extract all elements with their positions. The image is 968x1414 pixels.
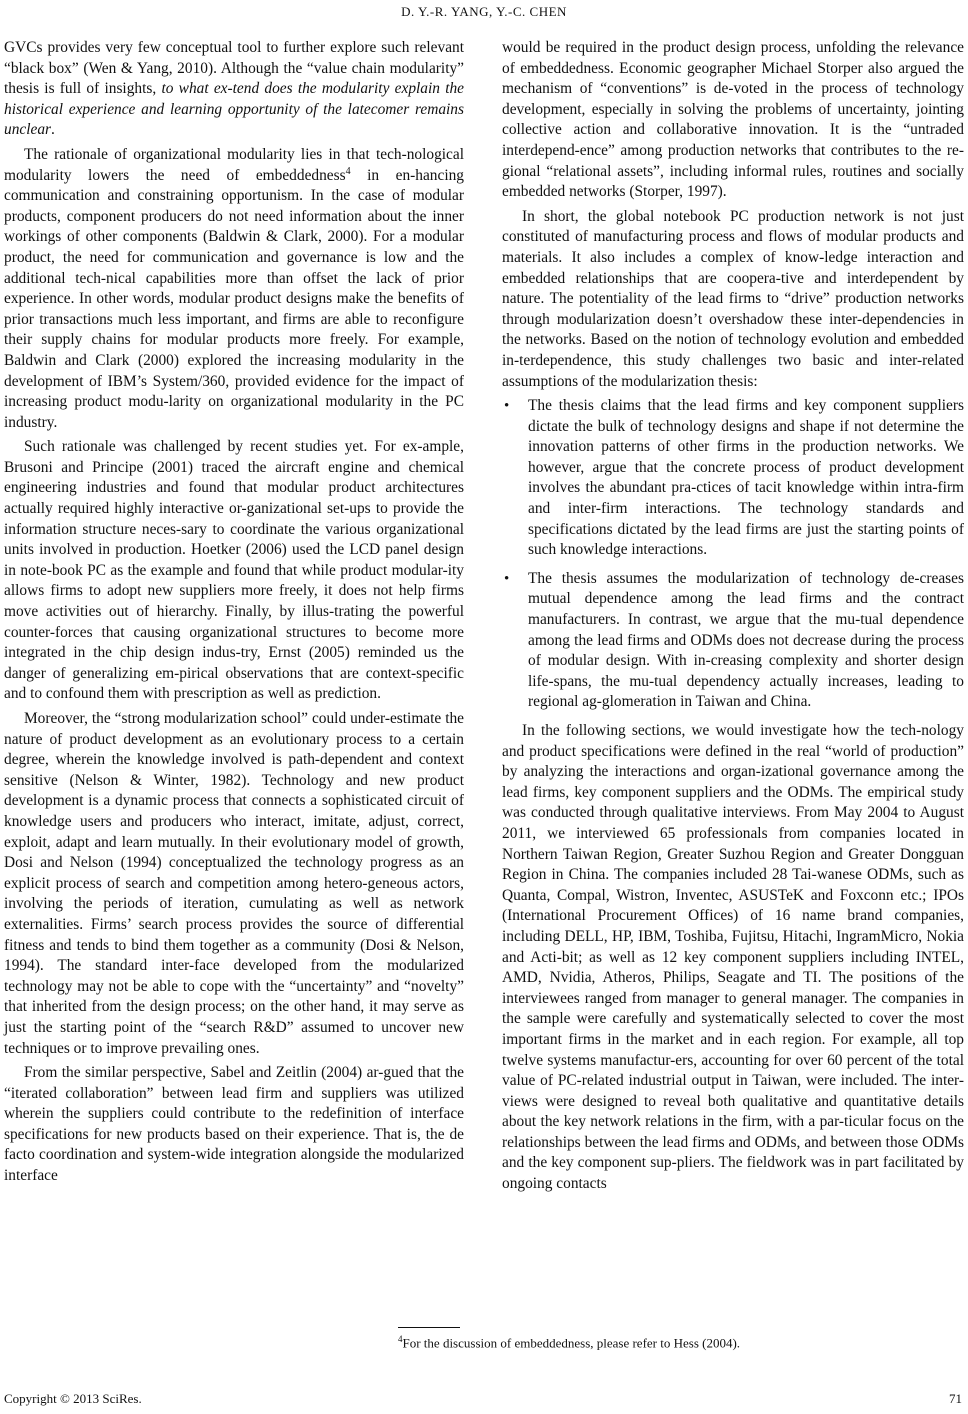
right-column [502, 38, 964, 1199]
paragraph: From the similar perspective, Sabel and Zeitlin (2004) ar-gued that the “iterated collaboration” between lead firm and suppliers was utilized wherein the suppliers could contribute to the redefinition of interface specifications for new products based on their experience. That is, the de facto coordination and system-wide integration alongside the modularized interface [4, 1064, 464, 1185]
running-header: D. Y.-R. YANG, Y.-C. CHEN [401, 4, 567, 19]
paragraph [4, 145, 464, 433]
bullet-list [502, 396, 964, 713]
left-column [4, 38, 464, 1191]
copyright-notice: Copyright © 2013 SciRes. [4, 1391, 142, 1406]
paragraph: would be required in the product design process, unfolding the relevance of embeddedness. Economic geographer Michael Storper also argued the mechanism of “conventions” is de-voted in the process of technology development, especially in solving the problems of uncertainty, jointing collective action and collaborative innovation. It is the “untraded interdepend-ence” among production networks that contributes to the re-gional “relational assets”, including informal rules, routines and socially embedded networks (Storper, 1997). [502, 39, 964, 201]
paragraph: Moreover, the “strong modularization school” could under-estimate the nature of product development as an evolutionary process to a certain degree, wherein the knowledge involved is path-dependent and context sensitive (Nelson & Winter, 1982). Technology and new product development is a dynamic process that connects a sophisticated circuit of knowledge users and producers who interact, imitate, adjust, correct, exploit, adapt and learn mutually. In their evolutionary model of growth, Dosi and Nelson (1994) conceptualized the technology progress as an explicit process of search and competition among hetero-geneous actors, involving the periods of iteration, cumulating as well as network externalities. Firms’ search process provides the source of differential fitness and tends to bind them together as a community (Dosi & Nelson, 1994). The standard inter-face developed from the modularized technology may not be able to cope with the “uncertainty” and “novelty” that inherited from the design process; on the other hand, it may serve as just the starting point of the “search R&D” assumed to uncover new techniques or to improve prevailing ones. [4, 710, 464, 1057]
list-item-text: The thesis assumes the modularization of technology de-creases mutual dependence among the lead firms and the contract manufacturers. In contrast, we argue that the mu-tual dependence among the lead firms and ODMs does not decrease during the process of modular design. With in-creasing complexity and shorter design life-spans, the mu-tual dependency actually increases, leading to regional ag-glomeration in Taiwan and China. [528, 569, 964, 711]
paragraph: Such rationale was challenged by recent studies yet. For ex-ample, Brusoni and Principe (2001) traced the aircraft engine and chemical engineering industries and found that modular product architectures actually required highly interactive or-ganizational set-ups to provide the information structure neces-sary to coordinate the various organizational units involved in production. Hoetker (2006) used the LCD panel design in note-book PC as the example and found that while product modular-ity allows firms to adopt new suppliers more freely, it does not help firms move activities out of hierarchy. Finally, by illus-trating the powerful counter-forces that causing organizational structures to become more integrated in the chip design indus-try, Ernst (2005) reminded us the danger of generalizing em-pirical observations that are context-specific and to confound them with prescription as well as prediction. [4, 438, 464, 703]
paragraph-text: in en-hancing communication and constraining opportunism. In the case of modular products, component producers do not need information about the inner workings of other components (Baldwin & Clark, 2000). For a modular product, the need for communication and governance is low and the additional tech-nical capabilities more than offset the lack of prior experience. In other words, modular product designs make the benefits of prior transactions much less important, and firms are able to reconfigure their supply chains for modular products more freely. For example, Baldwin and Clark (2000) explored the increasing modularity in the development of IBM’s System/360, provided evidence for the impact of increasing product modu-larity on organizational modularity in the PC industry. [4, 166, 464, 431]
paragraph-text: The rationale of organizational modularity lies in that tech-nological modularity lowers the need of embeddedness [4, 145, 464, 184]
bullet-icon: • [504, 398, 510, 415]
paragraph [4, 38, 464, 141]
emphasized-text: to what ex-tend does the modularity explain the historical experience and learning opportunity of the latecomer remains unclear [4, 80, 464, 139]
footnote [398, 1331, 741, 1351]
list-item-text: The thesis claims that the lead firms and key component suppliers dictate the bulk of technology designs and shape if not determine the innovation patterns of other firms in the production networks. We however, argue that the concrete process of product development involves the abundant pra-ctices of tacit knowledge within intra-firm and inter-firm interactions. The technology standards and specifications dictated by the lead firms are just the starting points of such knowledge interactions. [528, 397, 964, 559]
page-number: 71 [949, 1391, 962, 1406]
footnote-text: For the discussion of embeddedness, please refer to Hess (2004). [402, 1335, 741, 1351]
footnote-divider [398, 1327, 460, 1328]
bullet-icon: • [504, 570, 510, 587]
paragraph-text: GVCs provides very few conceptual tool to further explore such relevant “black box” (Wen & Yang, 2010). Although the “value chain modularity” thesis is full of insights, [4, 39, 464, 98]
paragraph: In short, the global notebook PC production network is not just constituted of manufacturing process and flows of modular products and materials. It also includes a complex of know-ledge interaction and embedded relationships that are coopera-tive and interdependent by nature. The potentiality of the lead firms to “drive” production networks through modularization doesn’t overshadow these inter-dependencies in the networks. Based on the notion of technology evolution and embedded in-terdependence, this study challenges two basic and inter-related assumptions of the modularization thesis: [502, 207, 964, 390]
footnote-marker: 4 [398, 1334, 403, 1344]
list-item [502, 569, 964, 713]
paragraph-text: . [51, 121, 55, 139]
list-item [502, 396, 964, 561]
footnote-marker: 4 [345, 165, 351, 177]
paragraph: In the following sections, we would investigate how the tech-nology and product specifications were defined in the real “world of production” by analyzing the interactions and organ-izational governance among the lead firms, key component suppliers and the ODMs. The empirical study was conducted through qualitative interviews. From May 2004 to August 2011, we interviewed 65 professionals from companies located in Northern Taiwan Region, Greater Suzhou Region and Greater Dongguan Region in China. The companies included 28 Tai-wanese ODMs, such as Quanta, Compal, Wistron, Inventec, ASUSTeK and Foxconn etc.; IPOs (International Procurement Offices) of 16 name brand companies, including DELL, HP, IBM, Toshiba, Fujitsu, Hitachi, IngramMicro, Nokia and Acti-bit; as well as 12 key component suppliers including INTEL, AMD, Nvidia, Atheros, Philips, Seagate and TI. The positions of the interviewees ranged from manager to general manager. The companies in the sample were carefully and systematically selected to cover the most important firms in the market and in each region. For example, all top twelve systems manufactur-ers, accounting for over 60 percent of the total value of PC-related industrial output in Taiwan, were included. The inter-views were designed to reveal both qualitative and quantitative details about the key network relations in the firm, with a par-ticular focus on the relationships between the lead firms and ODMs, and between those ODMs and the key component sup-pliers. The fieldwork was in part facilitated by ongoing contacts [502, 722, 964, 1193]
